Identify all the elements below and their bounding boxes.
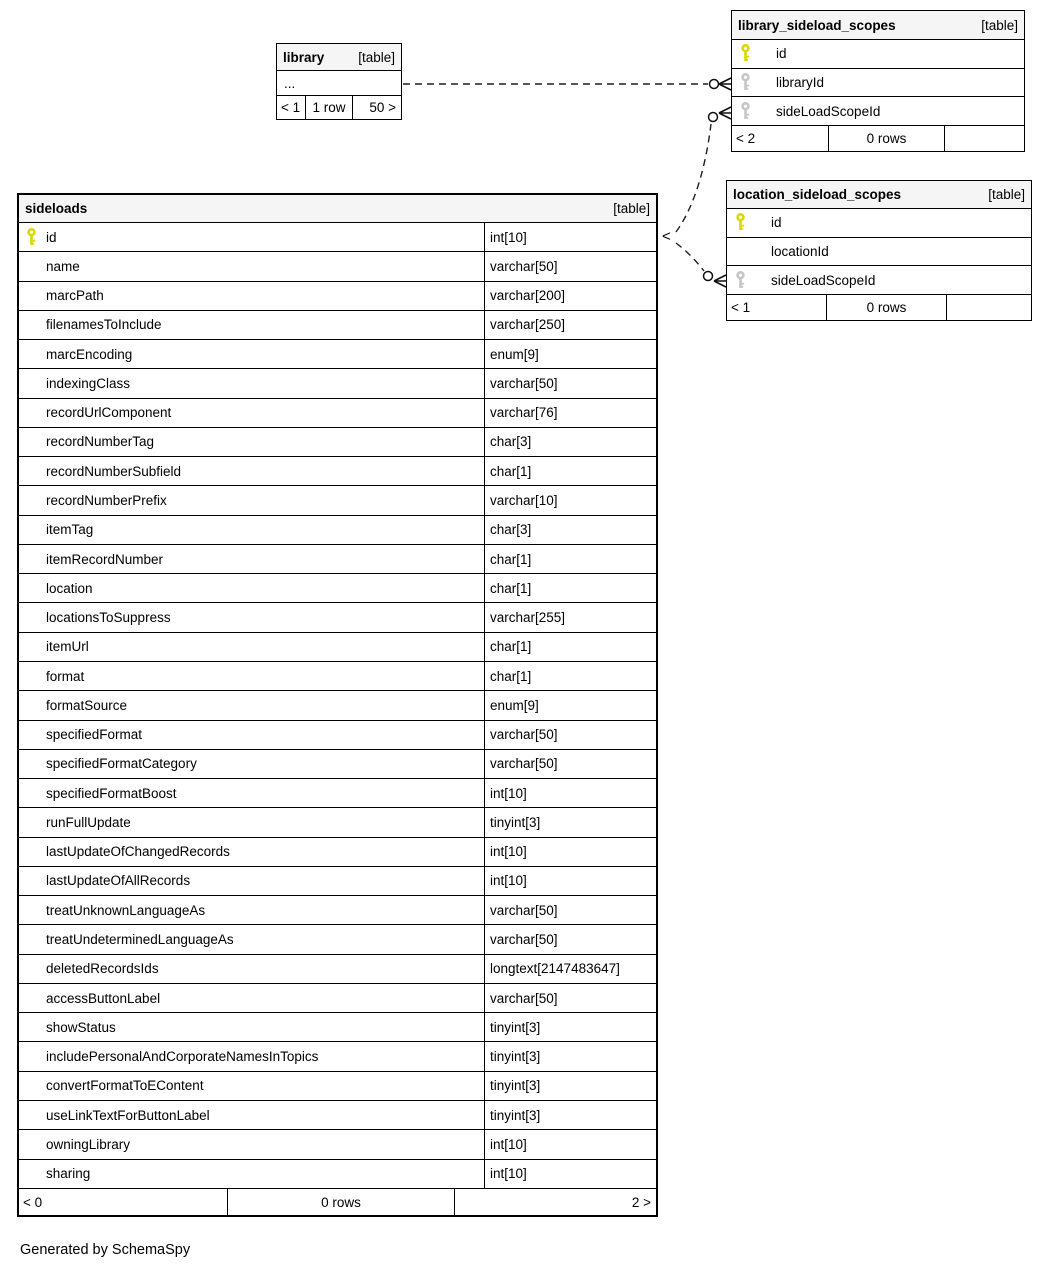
icon-slot-empty xyxy=(735,242,747,261)
footer-page-prev: < 1 xyxy=(281,100,301,115)
icon-slot-empty xyxy=(26,257,38,276)
icon-slot-empty xyxy=(26,608,38,627)
column-name: useLinkTextForButtonLabel xyxy=(46,1107,210,1123)
table-row xyxy=(19,691,656,720)
zero-cardinality-circle xyxy=(709,113,718,122)
crow-foot-icon xyxy=(719,78,731,90)
column-name: showStatus xyxy=(46,1019,116,1035)
table-row xyxy=(19,662,656,691)
column-name: recordUrlComponent xyxy=(46,405,172,421)
column-type: char[1] xyxy=(490,580,532,596)
column-type: varchar[50] xyxy=(490,902,558,918)
table-row xyxy=(19,633,656,662)
footer-page-next: 2 > xyxy=(631,1194,651,1210)
table-title[interactable]: sideloads xyxy=(25,201,88,216)
table-header[interactable] xyxy=(727,181,1031,209)
table-row xyxy=(19,779,656,808)
table-title[interactable]: library_sideload_scopes xyxy=(738,17,896,33)
column-type: longtext[2147483647] xyxy=(490,961,620,977)
column-name: ... xyxy=(284,75,296,91)
column-type: varchar[50] xyxy=(490,258,558,274)
table-footer xyxy=(732,125,1024,151)
table-row xyxy=(19,457,656,486)
table-row xyxy=(727,209,1031,238)
icon-slot-empty xyxy=(26,550,38,569)
icon-slot-empty xyxy=(26,959,38,978)
column-name: location xyxy=(46,580,93,596)
table-title[interactable]: location_sideload_scopes xyxy=(733,187,902,202)
cardinality-marker: < xyxy=(662,228,671,245)
column-name: convertFormatToEContent xyxy=(46,1078,204,1094)
table-row xyxy=(19,808,656,837)
column-name: format xyxy=(46,668,85,684)
icon-slot-empty xyxy=(26,667,38,686)
column-type: char[3] xyxy=(490,522,532,538)
relationship-line xyxy=(676,243,704,271)
table-row xyxy=(19,311,656,340)
icon-slot-empty xyxy=(26,813,38,832)
column-type: int[10] xyxy=(490,785,527,801)
column-type: varchar[50] xyxy=(490,375,558,391)
generated-by-note: Generated by SchemaSpy xyxy=(20,1242,191,1258)
table-row xyxy=(19,486,656,515)
column-name: itemTag xyxy=(46,522,94,538)
column-name: lastUpdateOfAllRecords xyxy=(46,873,191,889)
icon-slot-empty xyxy=(26,901,38,920)
column-type: varchar[50] xyxy=(490,932,558,947)
table-footer xyxy=(727,294,1031,320)
column-type: char[3] xyxy=(490,434,532,450)
primary-key-icon xyxy=(26,228,38,247)
table-header[interactable] xyxy=(732,11,1024,40)
footer-page-prev: < 0 xyxy=(23,1194,43,1210)
table-row xyxy=(19,867,656,896)
icon-slot-empty xyxy=(26,315,38,334)
column-name: id xyxy=(776,46,787,62)
table-row xyxy=(732,40,1024,69)
table-row xyxy=(19,896,656,925)
column-type: varchar[255] xyxy=(490,610,566,626)
footer-page-next xyxy=(945,126,1024,151)
column-type: char[1] xyxy=(490,551,532,567)
table-row xyxy=(19,955,656,984)
column-name: name xyxy=(46,258,80,274)
icon-slot-empty xyxy=(26,403,38,422)
icon-slot-empty xyxy=(26,930,38,949)
table-row xyxy=(19,838,656,867)
column-name: filenamesToInclude xyxy=(46,317,162,333)
table-footer xyxy=(19,1188,656,1215)
column-type: varchar[200] xyxy=(490,288,566,304)
footer-page-next xyxy=(947,295,1031,320)
column-name: sideLoadScopeId xyxy=(776,103,881,119)
column-name: formatSource xyxy=(46,697,128,713)
column-name: recordNumberTag xyxy=(46,434,155,450)
table-location-sideload-scopes xyxy=(726,180,1032,321)
table-tag: [table] xyxy=(981,17,1018,33)
table-footer xyxy=(277,95,401,119)
table-row xyxy=(727,238,1031,267)
icon-slot-empty xyxy=(26,725,38,744)
column-name: itemUrl xyxy=(46,639,89,655)
icon-slot-empty xyxy=(26,491,38,510)
table-row xyxy=(19,574,656,603)
table-row xyxy=(19,369,656,398)
zero-cardinality-circle xyxy=(710,80,719,89)
column-type: tinyint[3] xyxy=(490,814,541,830)
table-library xyxy=(276,43,402,120)
table-row xyxy=(19,223,656,252)
column-name: specifiedFormatCategory xyxy=(46,756,197,772)
footer-row-count: 0 rows xyxy=(227,1189,455,1215)
foreign-key-icon xyxy=(740,73,752,92)
table-row xyxy=(19,545,656,574)
column-name: recordNumberPrefix xyxy=(46,493,167,509)
table-row xyxy=(19,340,656,369)
column-type: int[10] xyxy=(490,1136,527,1152)
table-row xyxy=(727,266,1031,294)
icon-slot-empty xyxy=(26,520,38,539)
icon-slot-empty xyxy=(26,871,38,890)
column-type: varchar[50] xyxy=(490,756,558,772)
primary-key-icon xyxy=(740,44,752,63)
column-type: varchar[10] xyxy=(490,493,558,509)
footer-page-next: 50 > xyxy=(369,100,396,115)
table-tag: [table] xyxy=(613,201,650,216)
table-tag: [table] xyxy=(358,49,395,65)
column-name: runFullUpdate xyxy=(46,814,131,830)
column-name: recordNumberSubfield xyxy=(46,463,182,479)
column-type: int[10] xyxy=(490,1166,527,1182)
column-name: lastUpdateOfChangedRecords xyxy=(46,844,230,860)
column-type: char[1] xyxy=(490,639,532,655)
icon-slot-empty xyxy=(26,754,38,773)
column-name: marcPath xyxy=(46,288,104,304)
table-tag: [table] xyxy=(988,187,1025,202)
column-name: includePersonalAndCorporateNamesInTopics xyxy=(46,1049,319,1065)
table-row xyxy=(19,984,656,1013)
icon-slot-empty xyxy=(26,637,38,656)
column-type: enum[9] xyxy=(490,697,539,713)
footer-page-prev: < 2 xyxy=(736,131,756,146)
column-type: char[1] xyxy=(490,463,532,479)
primary-key-icon xyxy=(735,213,747,232)
table-row xyxy=(19,1101,656,1130)
column-type: varchar[76] xyxy=(490,405,558,421)
icon-slot-empty xyxy=(26,1164,38,1183)
zero-cardinality-circle xyxy=(704,272,713,281)
column-type: int[10] xyxy=(490,229,527,245)
icon-slot-empty xyxy=(26,696,38,715)
column-name: accessButtonLabel xyxy=(46,990,161,1006)
column-name: specifiedFormat xyxy=(46,727,143,743)
column-type: int[10] xyxy=(490,844,527,860)
table-row xyxy=(19,750,656,779)
table-row xyxy=(19,1130,656,1159)
icon-slot-empty xyxy=(26,374,38,393)
column-name: sideLoadScopeId xyxy=(771,272,876,288)
table-row xyxy=(19,1072,656,1101)
table-row xyxy=(19,252,656,281)
column-type: varchar[50] xyxy=(490,990,558,1006)
footer-page-prev: < 1 xyxy=(731,300,751,315)
column-type: tinyint[3] xyxy=(490,1049,541,1065)
footer-row-count: 0 rows xyxy=(828,126,945,151)
column-name: marcEncoding xyxy=(46,346,133,362)
column-type: varchar[50] xyxy=(490,727,558,743)
column-name: owningLibrary xyxy=(46,1136,131,1152)
column-type: varchar[250] xyxy=(490,317,566,333)
column-type: char[1] xyxy=(490,668,532,684)
crow-foot-icon xyxy=(719,107,731,119)
column-type: tinyint[3] xyxy=(490,1078,541,1094)
column-name: treatUndeterminedLanguageAs xyxy=(46,932,234,947)
table-row xyxy=(19,603,656,632)
icon-slot-empty xyxy=(26,462,38,481)
footer-row-count: 0 rows xyxy=(826,295,947,320)
table-row xyxy=(732,69,1024,98)
crow-foot-icon xyxy=(714,275,726,287)
table-header[interactable] xyxy=(277,44,401,71)
foreign-key-icon xyxy=(740,102,752,121)
table-row xyxy=(19,282,656,311)
table-row xyxy=(19,1013,656,1042)
icon-slot-empty xyxy=(26,1135,38,1154)
column-type: tinyint[3] xyxy=(490,1019,541,1035)
column-name: itemRecordNumber xyxy=(46,551,164,567)
column-name: sharing xyxy=(46,1166,91,1182)
column-type: enum[9] xyxy=(490,346,539,362)
icon-slot-empty xyxy=(26,784,38,803)
table-row xyxy=(732,97,1024,125)
icon-slot-empty xyxy=(26,1106,38,1125)
column-type: int[10] xyxy=(490,873,527,889)
column-name: treatUnknownLanguageAs xyxy=(46,902,206,918)
column-name: locationId xyxy=(771,244,829,259)
column-name: specifiedFormatBoost xyxy=(46,785,177,801)
table-row xyxy=(277,71,401,95)
table-title[interactable]: library xyxy=(283,49,325,65)
column-name: libraryId xyxy=(776,75,825,90)
table-row xyxy=(19,925,656,954)
icon-slot-empty xyxy=(26,579,38,598)
icon-slot-empty xyxy=(26,1076,38,1095)
column-type: tinyint[3] xyxy=(490,1107,541,1123)
table-row xyxy=(19,1042,656,1071)
table-row xyxy=(19,516,656,545)
icon-slot-empty xyxy=(26,1047,38,1066)
table-row xyxy=(19,399,656,428)
column-name: id xyxy=(771,215,782,231)
column-name: id xyxy=(46,229,57,245)
footer-row-count: 1 row xyxy=(305,96,353,119)
table-row xyxy=(19,428,656,457)
table-library-sideload-scopes xyxy=(731,10,1025,152)
column-name: locationsToSuppress xyxy=(46,610,171,626)
relationship-line xyxy=(676,124,711,232)
column-name: deletedRecordsIds xyxy=(46,961,159,977)
foreign-key-icon xyxy=(735,271,747,290)
icon-slot-empty xyxy=(26,345,38,364)
icon-slot-empty xyxy=(26,842,38,861)
table-row xyxy=(19,721,656,750)
table-header[interactable] xyxy=(19,195,656,223)
icon-slot-empty xyxy=(26,989,38,1008)
column-name: indexingClass xyxy=(46,375,131,391)
icon-slot-empty xyxy=(26,432,38,451)
table-row xyxy=(19,1160,656,1188)
icon-slot-empty xyxy=(26,1018,38,1037)
icon-slot-empty xyxy=(26,286,38,305)
table-sideloads xyxy=(17,193,658,1217)
